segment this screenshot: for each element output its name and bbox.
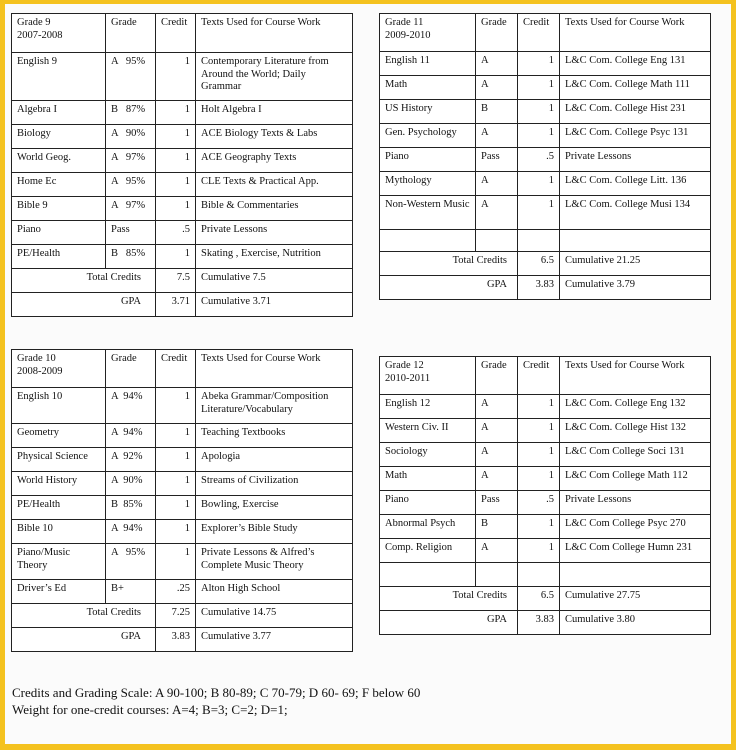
- credit-cell: 1: [156, 245, 196, 269]
- course-cell: Comp. Religion: [380, 539, 476, 563]
- table-row: [12, 101, 353, 125]
- gpa-label: GPA: [12, 293, 156, 317]
- grade-cell: A 90%: [106, 472, 156, 496]
- course-cell: Non-Western Music: [380, 196, 476, 230]
- texts-cell: CLE Texts & Practical App.: [196, 173, 353, 197]
- grade-cell: A 95%: [106, 544, 156, 580]
- total-credits-row: [380, 252, 711, 276]
- table-row: [12, 424, 353, 448]
- texts-cell: Alton High School: [196, 580, 353, 604]
- course-cell: Abnormal Psych: [380, 515, 476, 539]
- grade-cell: A 95%: [106, 53, 156, 101]
- grade-11-table: [379, 13, 711, 300]
- grade-cell: B: [476, 100, 518, 124]
- credit-header: Credit: [156, 14, 196, 53]
- table-row: [380, 100, 711, 124]
- credit-cell: 1: [156, 448, 196, 472]
- grade-cell: A: [476, 443, 518, 467]
- table-row: [380, 148, 711, 172]
- grade-cell: A 94%: [106, 424, 156, 448]
- texts-cell: Holt Algebra I: [196, 101, 353, 125]
- credit-cell: 1: [156, 472, 196, 496]
- texts-cell: L&C Com College Psyc 270: [560, 515, 711, 539]
- table-row: [380, 172, 711, 196]
- course-cell: Geometry: [12, 424, 106, 448]
- table-row: [12, 544, 353, 580]
- table-row: [12, 197, 353, 221]
- table-row: [380, 76, 711, 100]
- course-cell: Physical Science: [12, 448, 106, 472]
- grading-scale-line: Credits and Grading Scale: A 90-100; B 80-89; C 70-79; D 60- 69; F below 60: [12, 685, 421, 700]
- total-credits-row: [12, 604, 353, 628]
- table-row: [380, 52, 711, 76]
- course-cell: Driver’s Ed: [12, 580, 106, 604]
- table-row: [12, 53, 353, 101]
- grade-cell: A 97%: [106, 149, 156, 173]
- credit-cell: 1: [518, 515, 560, 539]
- texts-cell: L&C Com. College Math 111: [560, 76, 711, 100]
- table-row: [12, 448, 353, 472]
- credit-cell: 1: [518, 539, 560, 563]
- course-cell: English 11: [380, 52, 476, 76]
- grade-cell: A: [476, 196, 518, 230]
- credit-weight-line: Weight for one-credit courses: A=4; B=3; C=2; D=1;: [12, 702, 288, 717]
- texts-cell: L&C Com College Math 112: [560, 467, 711, 491]
- grading-scale-note: [12, 684, 420, 718]
- table-row: [12, 173, 353, 197]
- texts-cell: ACE Geography Texts: [196, 149, 353, 173]
- texts-cell: L&C Com College Humn 231: [560, 539, 711, 563]
- table-header-row: [12, 350, 353, 388]
- course-cell: Home Ec: [12, 173, 106, 197]
- total-credits-value: 7.25: [156, 604, 196, 628]
- course-cell: Piano/Music Theory: [12, 544, 106, 580]
- texts-cell: L&C Com. College Hist 231: [560, 100, 711, 124]
- course-cell: Western Civ. II: [380, 419, 476, 443]
- table-header-row: [380, 357, 711, 395]
- grade-cell: A: [476, 467, 518, 491]
- total-credits-label: Total Credits: [380, 252, 518, 276]
- grade-12-table: [379, 356, 711, 635]
- grade-cell: A 94%: [106, 388, 156, 424]
- credit-cell: .5: [518, 148, 560, 172]
- total-credits-label: Total Credits: [380, 587, 518, 611]
- course-cell: Algebra I: [12, 101, 106, 125]
- texts-cell: Apologia: [196, 448, 353, 472]
- credit-cell: 1: [156, 388, 196, 424]
- grade-cell: Pass: [476, 491, 518, 515]
- course-cell: Bible 9: [12, 197, 106, 221]
- year-header: Grade 10 2008-2009: [12, 350, 106, 388]
- credit-cell: 1: [518, 52, 560, 76]
- cumulative-gpa: Cumulative 3.79: [560, 276, 711, 300]
- credit-header: Credit: [156, 350, 196, 388]
- credit-cell: 1: [156, 125, 196, 149]
- table-row: [380, 443, 711, 467]
- table-row: [12, 149, 353, 173]
- credit-cell: 1: [156, 496, 196, 520]
- grade-cell: B 87%: [106, 101, 156, 125]
- course-cell: English 10: [12, 388, 106, 424]
- grade-header: Grade: [476, 357, 518, 395]
- credit-cell: 1: [518, 467, 560, 491]
- table-row: [12, 580, 353, 604]
- credit-cell: 1: [518, 76, 560, 100]
- gpa-row: [380, 276, 711, 300]
- credit-cell: .5: [518, 491, 560, 515]
- credit-cell: 1: [156, 424, 196, 448]
- gpa-row: [12, 628, 353, 652]
- course-cell: Math: [380, 76, 476, 100]
- grade-cell: A: [476, 76, 518, 100]
- grade-cell: B: [476, 515, 518, 539]
- credit-cell: 1: [518, 172, 560, 196]
- table-row: [12, 388, 353, 424]
- texts-cell: Private Lessons & Alfred’s Complete Music Theory: [196, 544, 353, 580]
- texts-header: Texts Used for Course Work: [196, 14, 353, 53]
- grade-cell: A 95%: [106, 173, 156, 197]
- table-row: [12, 520, 353, 544]
- grade-cell: A 94%: [106, 520, 156, 544]
- credit-cell: 1: [156, 101, 196, 125]
- course-cell: Piano: [380, 491, 476, 515]
- gpa-value: 3.83: [518, 276, 560, 300]
- table-row: [12, 496, 353, 520]
- gpa-label: GPA: [380, 611, 518, 635]
- texts-cell: ACE Biology Texts & Labs: [196, 125, 353, 149]
- texts-cell: Contemporary Literature from Around the World; Daily Grammar: [196, 53, 353, 101]
- texts-cell: Teaching Textbooks: [196, 424, 353, 448]
- grade-cell: A: [476, 124, 518, 148]
- texts-cell: Private Lessons: [560, 491, 711, 515]
- texts-cell: Bible & Commentaries: [196, 197, 353, 221]
- grade-cell: Pass: [476, 148, 518, 172]
- cumulative-credits: Cumulative 27.75: [560, 587, 711, 611]
- cumulative-credits: Cumulative 14.75: [196, 604, 353, 628]
- texts-cell: Bowling, Exercise: [196, 496, 353, 520]
- credit-cell: 1: [156, 173, 196, 197]
- gpa-value: 3.83: [156, 628, 196, 652]
- table-row: [380, 419, 711, 443]
- year-header: Grade 11 2009-2010: [380, 14, 476, 52]
- course-cell: World Geog.: [12, 149, 106, 173]
- texts-cell: L&C Com. College Psyc 131: [560, 124, 711, 148]
- grade-cell: A: [476, 539, 518, 563]
- table-row: [380, 491, 711, 515]
- texts-cell: L&C Com. College Eng 131: [560, 52, 711, 76]
- credit-cell: 1: [156, 53, 196, 101]
- grade-cell: A 97%: [106, 197, 156, 221]
- table-row: [12, 245, 353, 269]
- course-cell: Piano: [12, 221, 106, 245]
- texts-cell: Streams of Civilization: [196, 472, 353, 496]
- cumulative-gpa: Cumulative 3.80: [560, 611, 711, 635]
- course-cell: Sociology: [380, 443, 476, 467]
- total-credits-row: [380, 587, 711, 611]
- table-row: [380, 395, 711, 419]
- cumulative-gpa: Cumulative 3.77: [196, 628, 353, 652]
- course-cell: Biology: [12, 125, 106, 149]
- course-cell: Gen. Psychology: [380, 124, 476, 148]
- table-row: [12, 221, 353, 245]
- table-header-row: [12, 14, 353, 53]
- grade-cell: B 85%: [106, 496, 156, 520]
- grade-header: Grade: [476, 14, 518, 52]
- course-cell: World History: [12, 472, 106, 496]
- gpa-value: 3.71: [156, 293, 196, 317]
- texts-cell: L&C Com. College Eng 132: [560, 395, 711, 419]
- texts-cell: L&C Com. College Musi 134: [560, 196, 711, 230]
- cumulative-credits: Cumulative 7.5: [196, 269, 353, 293]
- table-header-row: [380, 14, 711, 52]
- total-credits-label: Total Credits: [12, 604, 156, 628]
- credit-cell: 1: [518, 395, 560, 419]
- grade-header: Grade: [106, 350, 156, 388]
- total-credits-value: 6.5: [518, 587, 560, 611]
- grade-cell: A: [476, 419, 518, 443]
- credit-cell: 1: [518, 124, 560, 148]
- gpa-row: [380, 611, 711, 635]
- grade-cell: A: [476, 52, 518, 76]
- table-row: [380, 539, 711, 563]
- credit-cell: 1: [518, 196, 560, 230]
- gpa-label: GPA: [380, 276, 518, 300]
- gpa-label: GPA: [12, 628, 156, 652]
- credit-header: Credit: [518, 14, 560, 52]
- course-cell: Piano: [380, 148, 476, 172]
- texts-cell: Explorer’s Bible Study: [196, 520, 353, 544]
- course-cell: Mythology: [380, 172, 476, 196]
- total-credits-row: [12, 269, 353, 293]
- credit-cell: 1: [156, 197, 196, 221]
- table-row: [380, 467, 711, 491]
- texts-header: Texts Used for Course Work: [560, 14, 711, 52]
- table-row: [12, 472, 353, 496]
- credit-cell: 1: [156, 149, 196, 173]
- texts-header: Texts Used for Course Work: [560, 357, 711, 395]
- course-cell: PE/Health: [12, 245, 106, 269]
- texts-cell: L&C Com College Soci 131: [560, 443, 711, 467]
- table-row: [380, 515, 711, 539]
- grade-cell: A: [476, 172, 518, 196]
- grade-cell: A: [476, 395, 518, 419]
- texts-cell: Private Lessons: [196, 221, 353, 245]
- table-row: [380, 124, 711, 148]
- texts-header: Texts Used for Course Work: [196, 350, 353, 388]
- grade-cell: A 90%: [106, 125, 156, 149]
- total-credits-value: 7.5: [156, 269, 196, 293]
- course-cell: English 12: [380, 395, 476, 419]
- empty-row: [380, 563, 711, 587]
- course-cell: PE/Health: [12, 496, 106, 520]
- table-row: [12, 125, 353, 149]
- grade-10-table: [11, 349, 353, 652]
- total-credits-value: 6.5: [518, 252, 560, 276]
- cumulative-gpa: Cumulative 3.71: [196, 293, 353, 317]
- credit-cell: 1: [518, 100, 560, 124]
- texts-cell: L&C Com. College Litt. 136: [560, 172, 711, 196]
- gpa-value: 3.83: [518, 611, 560, 635]
- grade-9-table: [11, 13, 353, 317]
- year-header: Grade 9 2007-2008: [12, 14, 106, 53]
- cumulative-credits: Cumulative 21.25: [560, 252, 711, 276]
- empty-row: [380, 230, 711, 252]
- credit-cell: .5: [156, 221, 196, 245]
- year-header: Grade 12 2010-2011: [380, 357, 476, 395]
- grade-cell: B 85%: [106, 245, 156, 269]
- credit-cell: .25: [156, 580, 196, 604]
- grade-cell: B+: [106, 580, 156, 604]
- table-row: [380, 196, 711, 230]
- credit-cell: 1: [518, 419, 560, 443]
- total-credits-label: Total Credits: [12, 269, 156, 293]
- gpa-row: [12, 293, 353, 317]
- texts-cell: L&C Com. College Hist 132: [560, 419, 711, 443]
- texts-cell: Abeka Grammar/Composition Literature/Vocabulary: [196, 388, 353, 424]
- course-cell: English 9: [12, 53, 106, 101]
- course-cell: Math: [380, 467, 476, 491]
- course-cell: Bible 10: [12, 520, 106, 544]
- grade-cell: Pass: [106, 221, 156, 245]
- credit-cell: 1: [518, 443, 560, 467]
- grade-cell: A 92%: [106, 448, 156, 472]
- texts-cell: Private Lessons: [560, 148, 711, 172]
- credit-header: Credit: [518, 357, 560, 395]
- credit-cell: 1: [156, 544, 196, 580]
- texts-cell: Skating , Exercise, Nutrition: [196, 245, 353, 269]
- credit-cell: 1: [156, 520, 196, 544]
- grade-header: Grade: [106, 14, 156, 53]
- course-cell: US History: [380, 100, 476, 124]
